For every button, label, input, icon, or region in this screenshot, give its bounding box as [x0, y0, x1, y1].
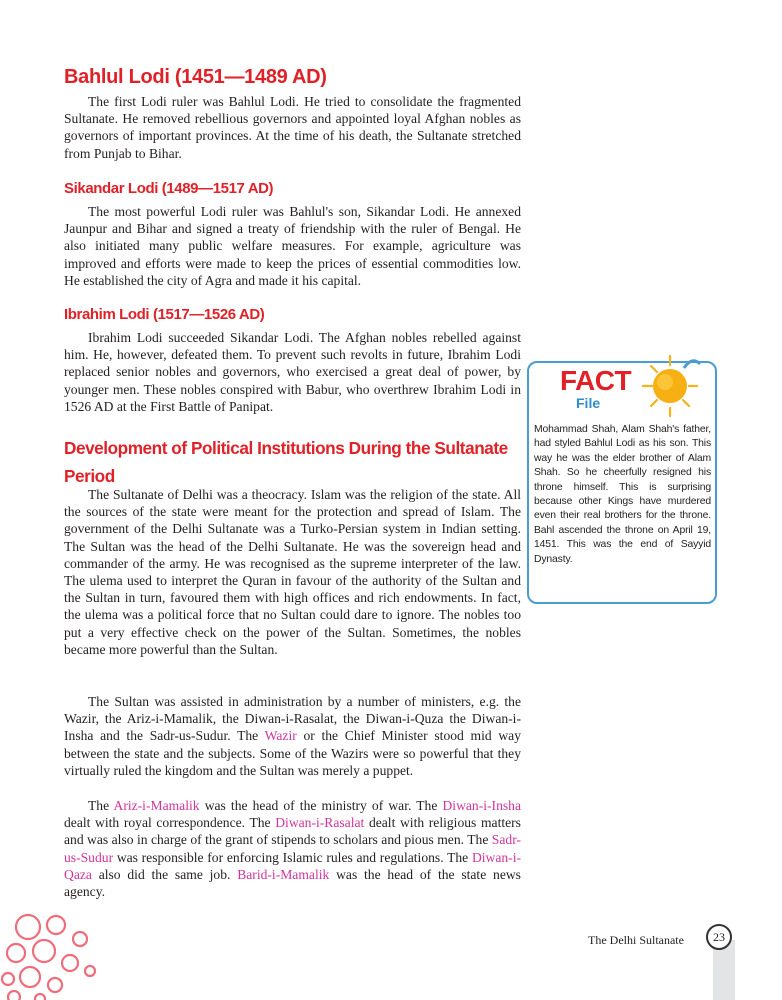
decorative-circles-icon — [0, 905, 110, 1000]
term-wazir: Wazir — [264, 728, 297, 744]
fact-subtitle: File — [576, 395, 601, 411]
term-ariz-i-mamalik: Ariz-i-Mamalik — [113, 798, 200, 813]
para2-rest: or the Chief Minister stood mid way between the state and the subjects. Some of the Wazirs were so powerful that they virtually ruled the kingdom and the Sultan was merely a puppet. — [64, 728, 521, 778]
para3-f: was the head of the state news agency. — [64, 866, 521, 900]
political-paragraph-1: The Sultanate of Delhi was a theocracy. Islam was the religion of the state. All the sources of the state were meant for the protection and spread of Islam. The government of the Delhi Sultanate was a Turko-Persian system in Indian setting. The Sultan was the head of the Delhi Sultanate. He was the sovereign head and commander of the army. He was recognised as the supreme interpreter of the law. The ulema used to interpret the Quran in favour of the authority of the Sultan and the Sultan in turn, favoured them with high offices and rich endowments. In fact, the ulema was a political force that no Sultan could dare to ignore. The nobles too put a very effective check on the power of the Sultan. Sometimes, the nobles became more powerful than the Sultan. — [64, 487, 521, 657]
bahlul-lodi-heading: Bahlul Lodi (1451—1489 AD) — [64, 66, 327, 88]
ibrahim-lodi-heading: Ibrahim Lodi (1517—1526 AD) — [64, 306, 265, 323]
term-diwan-i-qaza: Diwan-i-Qaza — [64, 849, 522, 882]
chapter-title: The Delhi Sultanate — [588, 933, 684, 947]
political-paragraph-2 — [64, 693, 521, 779]
political-paragraph-3 — [64, 797, 521, 900]
para3-d: was responsible for enforcing Islamic rules and regulations. The — [116, 849, 469, 865]
term-barid-i-mamalik: Barid-i-Mamalik — [237, 866, 330, 882]
para3-the: The — [88, 798, 110, 813]
para3-e: also did the same job. — [98, 866, 231, 882]
term-diwan-i-insha: Diwan-i-Insha — [442, 798, 521, 813]
fact-text: Mohammad Shah, Alam Shah's father, had styled Bahlul Lodi as his son. This way he was the elder brother of Alam Shah. So he cheerfully resigned his throne himself. This is surprising because other Kings have murdered even their real brothers for the throne. Bahl ascended the throne on April 19, 1451. This was the end of Sayyid Dynasty. — [534, 424, 711, 565]
term-sadr-us-sudur: Sadr-us-Sudur — [64, 832, 521, 865]
para3-b: dealt with royal correspondence. The — [64, 815, 271, 831]
sikandar-lodi-heading: Sikandar Lodi (1489—1517 AD) — [64, 180, 274, 197]
ibrahim-lodi-paragraph: Ibrahim Lodi succeeded Sikandar Lodi. The Afghan nobles rebelled against him. He, however, defeated them. To prevent such revolts in future, Ibrahim Lodi replaced senior nobles and governors, who exercised a great deal of power, by younger men. These nobles conspired with Babur, who overthrew Ibrahim Lodi in 1526 AD at the First Battle of Panipat. — [64, 330, 521, 414]
bahlul-lodi-paragraph: The first Lodi ruler was Bahlul Lodi. He tried to consolidate the fragmented Sultanate. He removed rebellious governors and appointed loyal Afghan nobles as governors of important provinces. At the time of his death, the Sultanate stretched from Punjab to Bihar. — [64, 94, 521, 161]
para3-c: dealt with religious matters and was also in charge of the grant of stipends to scholars and pious men. The — [64, 815, 521, 848]
para3-a: was the head of the ministry of war. The — [204, 798, 438, 813]
para2-intro: The Sultan was assisted in administration by a number of ministers, e.g. the Wazir, the Ariz-i-Mamalik, the Diwan-i-Rasalat, the Diwan-i-Quza the Diwan-i-Insha and the Sadr-us-Sudur. The — [64, 694, 521, 744]
term-diwan-i-rasalat: Diwan-i-Rasalat — [275, 815, 365, 831]
page-number: 23 — [706, 924, 732, 950]
sikandar-lodi-paragraph: The most powerful Lodi ruler was Bahlul's son, Sikandar Lodi. He annexed Jaunpur and Bihar and signed a treaty of friendship with the ruler of Bengal. He also initiated many public welfare measures. For example, agriculture was improved and efforts were made to keep the prices of essential commodities low. He established the city of Agra and made it his capital. — [64, 204, 521, 288]
fact-title: FACT — [560, 365, 632, 396]
political-institutions-heading: Development of Political Institutions During the Sultanate Period — [64, 438, 508, 486]
sun-icon — [640, 352, 718, 424]
